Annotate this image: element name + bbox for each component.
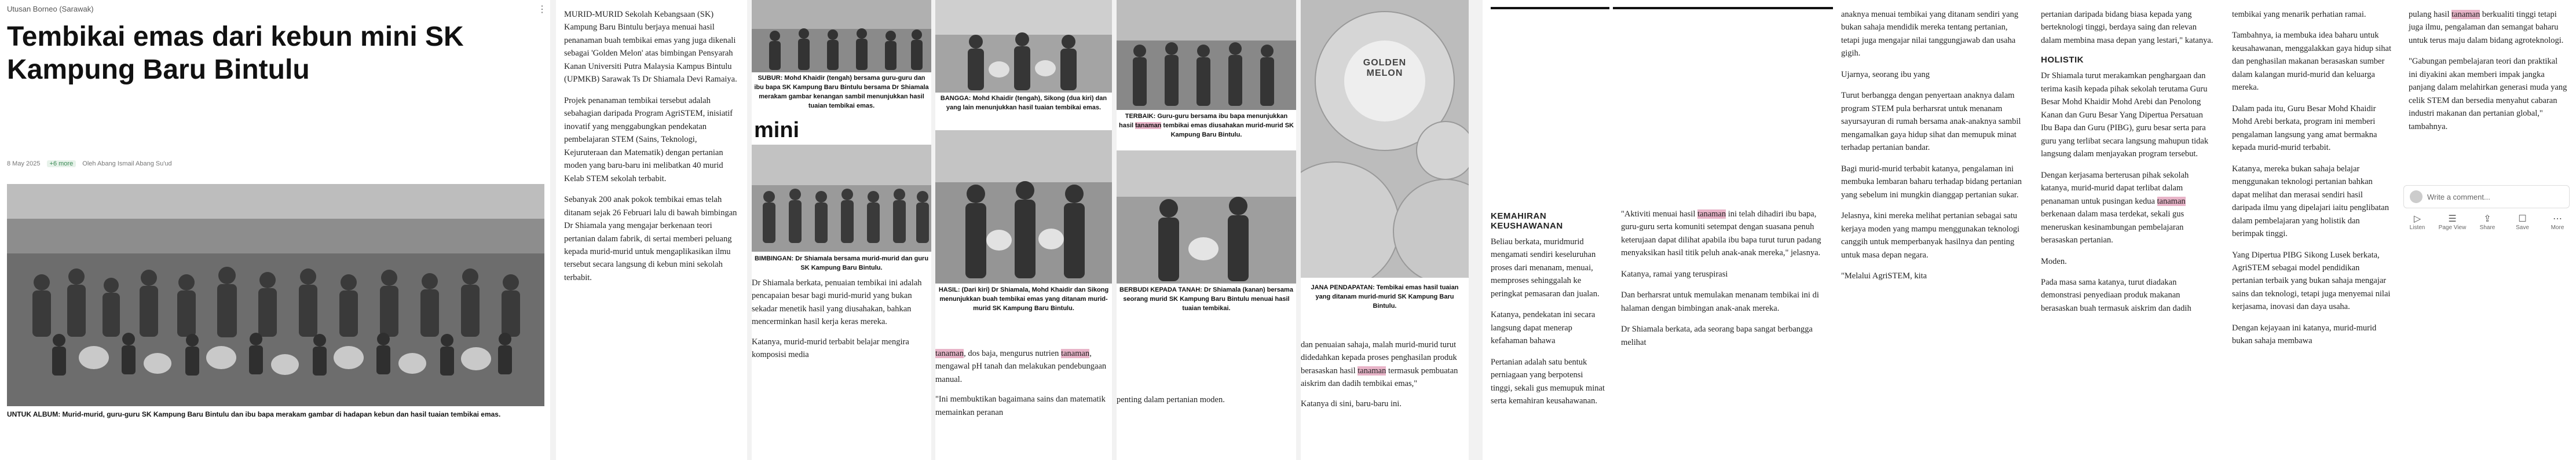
text-column-3 [935, 347, 1112, 419]
text-run: "Aktiviti menuai hasil [1621, 209, 1697, 219]
paragraph: Dalam pada itu, Guru Besar Mohd Khaidir Mohd Arebi berkata, program ini memberi pengalaman langsung yang amat bermakna kepada murid-murid terbabit. [2232, 104, 2377, 153]
listen-label: Listen [2409, 225, 2425, 231]
photo-bangga-illustration [935, 0, 1112, 93]
photo-golden-melon-caption: JANA PENDAPATAN: Tembikai emas hasil tuaian yang ditanam murid-murid SK Kampung Baru Bintulu. [1311, 284, 1459, 310]
byline: Oleh Abang Ismail Abang Su'ud [82, 160, 172, 167]
paragraph: Pada masa sama katanya, turut diadakan demonstrasi penyediaan produk makanan berasaskan buah termasuk aiskrim dan dadih [2041, 277, 2191, 313]
highlight: tanaman [1061, 349, 1090, 358]
highlight: tanaman [1135, 122, 1162, 129]
melon-label: GOLDEN MELON [1363, 58, 1407, 78]
paragraph: Katanya, pendekatan ini secara langsung dapat menerap kefahaman bahawa [1491, 310, 1596, 346]
save-button[interactable] [2509, 213, 2537, 231]
text-run: termasuk pembuatan aiskrim dan dadih tembikai emas," [1301, 366, 1458, 389]
paragraph [1301, 338, 1469, 391]
paragraph: Pertanian adalah satu bentuk perniagaan yang berpotensi tinggi, sekali gus memupuk minat serta kemahiran keusahawanan. [1491, 357, 1605, 406]
paragraph: Projek penanaman tembikai tersebut adalah sebahagian daripada Program AgriSTEM, inisiatif inovatif yang menggabungkan pendekatan pembelajaran STEM (Sains, Teknologi, Kejuruteraan dan Matematik) dengan pertanian moden yang baru-baru ini melibatkan 40 murid Kelab STEM sekolah terbabit. [564, 95, 733, 183]
photo-terbaik[interactable] [1117, 0, 1296, 110]
paragraph: Turut berbangga dengan penyertaan anaknya dalam program STEM pula berharsrat untuk menanam sayursayuran di rumah bersama anak-anaknya sambil mengamalkan gaya hidup sihat dan memupuk minat terhadap pertanian bandar. [1841, 91, 2021, 153]
avatar [2410, 190, 2423, 203]
divider [1491, 7, 1609, 9]
photo-hasil-illustration [935, 130, 1112, 284]
listen-icon: ▷ [2413, 214, 2421, 224]
text-run: pulang hasil [2409, 10, 2452, 19]
paragraph: Beliau berkata, muridmurid mengamati sendiri keseluruhan proses dari menanam, menuai, memproses sehinggalah ke peringkat pemasaran dan jualan. [1491, 237, 1600, 299]
text-run: , dos baja, mengurus nutrien [964, 349, 1062, 358]
photo-column-d [1301, 0, 1469, 460]
section-tag[interactable]: Utusan Borneo (Sarawak) [7, 5, 94, 13]
photo-berbudi-caption: BERBUDI KEPADA TANAH: Dr Shiamala (kanan) bersama seorang murid SK Kampung Baru Bintulu menuai hasil tuaian tembikai. [1119, 286, 1293, 312]
photo-column-a [752, 0, 931, 460]
paragraph: Ujarnya, seorang ibu yang [1841, 69, 1930, 79]
paragraph [2409, 8, 2568, 47]
paragraph: tembikai yang menarik perhatian ramai. [2232, 10, 2366, 19]
more-sources-badge[interactable]: +6 more [47, 160, 76, 167]
more-label: More [2551, 225, 2564, 231]
paragraph [1621, 208, 1825, 260]
group-photo[interactable] [7, 184, 544, 406]
text-run: , mengawal pH tanah dan melakukan pendebungaan manual. [935, 349, 1107, 384]
paragraph: Jelasnya, kini mereka melihat pertanian sebagai satu kerjaya moden yang mampu menggunakan teknologi canggih untuk memperbanyak hasilnya dan penting untuk masa depan negara. [1841, 211, 2020, 260]
paragraph: Katanya di sini, baru-baru ini. [1301, 399, 1402, 409]
photo-subur-illustration [752, 0, 931, 72]
paragraph: "Gabungan pembelajaran teori dan praktikal ini diyakini akan memberi impak jangka panjang dalam melahirkan generasi muda yang celik STEM dan bersedia menyahut cabaran industri makanan dan pertanian global," tambahnya. [2409, 57, 2567, 131]
paragraph: Dr Shiamala turut merakamkan penghargaan dan terima kasih kepada pihak sekolah terutama Guru Besar Mohd Khaidir Mohd Arebi dan Penolong Kanan dan Guru Besar Yang Dipertua Persatuan Ibu Bapa dan Guru (PIBG), guru besar serta para guru yang terlibat secara langsung mahupun tidak langsung dalam menjayakan program tersebut. [2041, 71, 2209, 159]
save-icon: ☐ [2518, 214, 2527, 224]
paragraph: "Melalui AgriSTEM, kita [1841, 271, 1927, 281]
paragraph [935, 347, 1112, 386]
photo-hasil-caption: HASIL: (Dari kiri) Dr Shiamala, Mohd Khaidir dan Sikong menunjukkan buah tembikai emas yang ditanam murid-murid SK Kampung Baru Bintulu. [938, 286, 1109, 312]
text-column-5 [1301, 338, 1469, 410]
text-column-10 [2224, 0, 2401, 460]
publish-date: 8 May 2025 [7, 160, 41, 167]
photo-berbudi-illustration [1117, 150, 1296, 284]
divider [1613, 7, 1833, 9]
paragraph: "Ini membuktikan bagaimana sains dan matematik memainkan peranan [935, 395, 1106, 417]
paragraph: anaknya menuai tembikai yang ditanam sendiri yang bukan sahaja mendidik mereka tentang pertanian, tetapi juga mengajar nilai tanggungjawab dan usaha gigih. [1841, 10, 2019, 58]
paragraph: Dr Shiamala berkata, penuaian tembikai ini adalah pencapaian besar bagi murid-murid yang bukan sekadar menetik hasil yang diusahakan, bahkan mencerminkan hasil kerja keras mereka. [752, 278, 922, 327]
comment-placeholder: Write a comment... [2427, 192, 2490, 201]
text-run: Dengan kerjasama berterusan pihak sekolah katanya, murid-murid dapat terlibat dalam penanaman untuk pusingan kedua [2041, 170, 2189, 206]
paragraph: Moden. [2041, 256, 2067, 266]
photo-bimbingan[interactable] [752, 145, 931, 252]
photo-subur-caption: SUBUR: Mohd Khaidir (tengah) bersama guru-guru dan ibu bapa SK Kampung Baru Bintulu bersama Dr Shiamala merakam gambar kenangan sambil menunjukkan hasil tuaian tembikai emas. [754, 75, 929, 109]
group-photo-caption: UNTUK ALBUM: Murid-murid, guru-guru SK Kampung Baru Bintulu dan ibu bapa merakam gambar di hadapan kebun dan hasil tuaian tembikai emas. [7, 410, 501, 418]
spacer [1491, 8, 1605, 208]
highlight: tanaman [2451, 10, 2480, 19]
paragraph: Dengan kejayaan ini katanya, murid-murid bukan sahaja membawa [2232, 323, 2377, 346]
page-view-label: Page View [2438, 225, 2467, 231]
banner-fragment [752, 119, 931, 142]
text-run: TERBAIK: Guru-guru bersama ibu bapa menunjukkan hasil [1119, 113, 1288, 129]
paragraph: pertanian daripada bidang biasa kepada yang berteknologi tinggi, berdaya saing dan relevan dalam membina masa depan yang lestari," katanya. [2041, 10, 2213, 45]
share-button[interactable] [2473, 213, 2501, 231]
photo-hasil[interactable] [935, 130, 1112, 284]
comment-box[interactable] [2403, 185, 2570, 208]
group-photo-illustration [7, 184, 544, 406]
subheading: HOLISTIK [2041, 55, 2084, 65]
paragraph: Tambahnya, ia membuka idea baharu untuk keusahawanan, menggalakkan gaya hidup sihat dan penghasilan makanan berasaskan sumber dalam kalangan murid-murid dan keluarga mereka. [2232, 31, 2392, 93]
paragraph: Katanya, murid-murid terbabit belajar mengira komposisi media [752, 337, 909, 360]
share-label: Share [2479, 225, 2496, 231]
more-button[interactable] [2544, 213, 2571, 231]
paragraph [2041, 169, 2216, 247]
article-meta [7, 160, 172, 167]
paragraph: Sebanyak 200 anak pokok tembikai emas telah ditanam sejak 26 Februari lalu di bawah bimbingan Dr Shiamala yang mengajar berkenaan teori pertanian dalam fabrik, di sertai memberi peluang kepada murid-murid untuk mengaplikasikan ilmu tersebut secara langsung di kebun mini sekolah terbabit. [564, 195, 737, 282]
paragraph: Yang Dipertua PIBG Sikong Lusek berkata, AgriSTEM sebagai model pendidikan pertanian terbaik yang bukan sahaja mengajar sains dan teknologi, tetapi juga menyemai nilai kerjasama, inovasi dan daya usaha. [2232, 250, 2391, 312]
paragraph: penting dalam pertanian moden. [1117, 395, 1225, 404]
subheading: KEMAHIRAN KEUSHAWANAN [1491, 211, 1563, 231]
photo-terbaik-caption [1119, 112, 1294, 140]
highlight: tanaman [2157, 196, 2186, 206]
page-view-icon: ☰ [2448, 214, 2457, 224]
more-icon: ⋯ [2553, 214, 2562, 224]
highlight: tanaman [935, 349, 964, 358]
text-column-8 [1833, 0, 2033, 460]
paragraph: Dr Shiamala berkata, ada seorang bapa sangat berbangga melihat [1621, 325, 1813, 347]
text-column-7 [1613, 0, 1833, 460]
page-view-button[interactable] [2439, 213, 2467, 231]
text-run: ini telah dihadiri ibu bapa, guru-guru serta komuniti setempat dengan suasana penuh keterujaan dapat dilihat apabila ibu bapa turut turun padang menyaksikan hasil titik peluh anak-anak mereka," jelasnya. [1621, 209, 1821, 258]
photo-berbudi[interactable] [1117, 150, 1296, 284]
more-options-icon[interactable]: ⋮ [537, 5, 547, 14]
photo-golden-melon[interactable] [1301, 0, 1469, 278]
paragraph: Dan berharsrat untuk memulakan menanam tembikai ini di halaman dengan bimbingan anak-anak mereka. [1621, 290, 1819, 313]
photo-bangga-caption: BANGGA: Mohd Khaidir (tengah), Sikong (dua kiri) dan yang lain menunjukkan hasil tuaian tembikai emas. [940, 95, 1107, 111]
photo-column-b [935, 0, 1112, 460]
article-lead-page [0, 0, 550, 460]
photo-subur[interactable] [752, 0, 931, 72]
text-run: berkenaan dalam masa terdekat, sekali gus meneruskan kesinambungan pembelajaran berasaskan pertanian. [2041, 209, 2185, 245]
photo-bimbingan-caption: BIMBINGAN: Dr Shiamala bersama murid-murid dan guru SK Kampung Baru Bintulu. [754, 255, 929, 271]
photo-bimbingan-illustration [752, 145, 931, 252]
headline: Tembikai emas dari kebun mini SK Kampung Baru Bintulu [7, 21, 464, 85]
text-run: berkualiti tinggi tetapi juga ilmu, pengalaman dan semangat baharu untuk terus maju dalam bidang agroteknologi. [2409, 10, 2564, 45]
text-run: tembikai emas diusahakan murid-murid SK Kampung Baru Bintulu. [1161, 122, 1294, 138]
spacer [1621, 8, 1825, 208]
text-column-4 [1117, 393, 1296, 406]
highlight: tanaman [1357, 366, 1386, 376]
share-icon: ⇪ [2483, 214, 2491, 224]
text-run: dan penuaian sahaja, malah murid-murid turut didedahkan kepada proses penghasilan produk berasaskan hasil [1301, 340, 1457, 376]
photo-bangga[interactable] [935, 0, 1112, 93]
save-label: Save [2516, 225, 2529, 231]
text-column-9 [2033, 0, 2224, 460]
banner-fragment-text: mini [754, 119, 800, 142]
photo-terbaik-illustration [1117, 0, 1296, 110]
article-actions [2403, 213, 2571, 231]
paragraph: Katanya, ramai yang teruspirasi [1621, 269, 1728, 279]
photo-column-c [1117, 0, 1296, 460]
paragraph: Bagi murid-murid terbabit katanya, pengalaman ini membuka lembaran baharu terhadap bidang pertanian yang sebelum ini mungkin dianggap pertanian sukar. [1841, 164, 2022, 200]
golden-melon-illustration [1301, 0, 1469, 278]
listen-button[interactable] [2403, 213, 2431, 231]
highlight: tanaman [1697, 209, 1726, 219]
text-column-1 [556, 0, 747, 460]
text-column-6 [1483, 0, 1613, 460]
paragraph: Katanya, mereka bukan sahaja belajar menggunakan teknologi pertanian bahkan dapat melihat dan merasai sendiri hasil daripada ilmu yang dipelajari iaitu penglibatan dalam pembelajaran yang holistik dan berimpak tinggi. [2232, 164, 2389, 239]
paragraph: MURID-MURID Sekolah Kebangsaan (SK) Kampung Baru Bintulu berjaya menuai hasil penanaman buah tembikai emas yang juga dikenali sebagai 'Golden Melon' atas bimbingan Pensyarah Kanan Universiti Putra Malaysia Kampus Bintulu (UPMKB) Sarawak Ts Dr Shiamala Devi Ramaiya. [564, 10, 737, 84]
text-column-2 [752, 277, 931, 362]
